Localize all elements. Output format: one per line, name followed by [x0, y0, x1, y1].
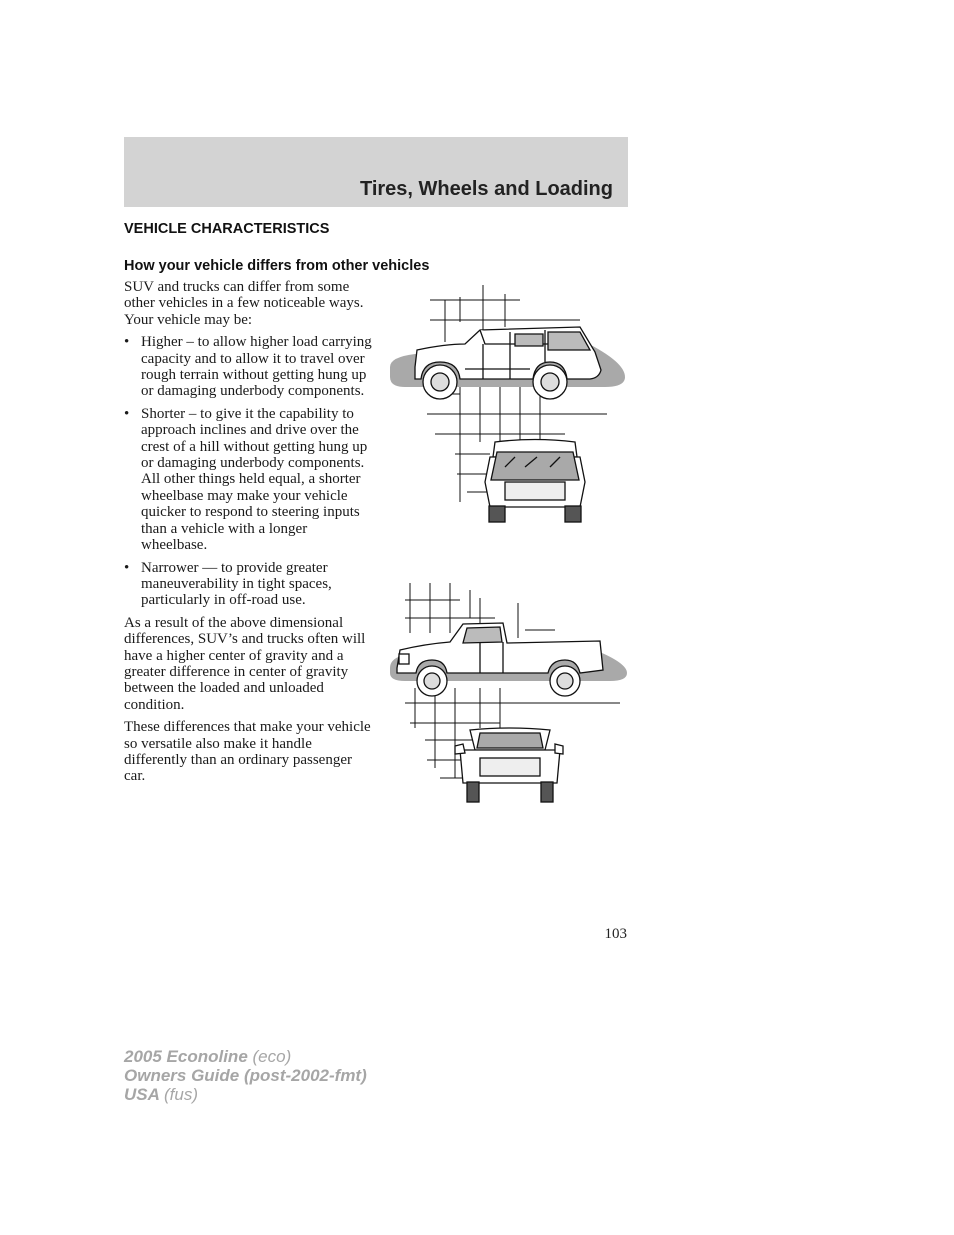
list-item-text: Higher – to allow higher load carrying capacity and to allow it to travel over rough terrain without getting hung up or damaging underbody components. — [141, 334, 372, 400]
section-heading: VEHICLE CHARACTERISTICS — [124, 221, 330, 237]
sub-heading: How your vehicle differs from other vehicles — [124, 258, 430, 274]
bullet-symbol: • — [124, 559, 130, 576]
footer-model-code: (eco) — [252, 1047, 292, 1066]
intro-paragraph: SUV and trucks can differ from some other vehicles in a few noticeable ways. Your vehicle may be: — [124, 279, 364, 328]
list-item — [124, 334, 377, 400]
chapter-title: Tires, Wheels and Loading — [359, 178, 613, 200]
header-bar — [124, 137, 628, 207]
footer-line-3 — [124, 1085, 367, 1104]
pickup-side-and-rear-grid-icon — [385, 578, 628, 808]
center-of-gravity-paragraph: As a result of the above dimensional differences, SUV’s and trucks often will have a higher center of gravity and a greater difference in center of gravity between the loaded and unloaded condition. — [124, 614, 366, 713]
footer-line-1 — [124, 1047, 367, 1066]
suv-side-and-rear-grid-icon — [385, 282, 628, 527]
truck-rear-view — [455, 728, 563, 802]
footer-model: 2005 Econoline — [124, 1047, 248, 1066]
truck-side-view — [397, 623, 603, 696]
page-number: 103 — [604, 926, 627, 942]
footer-market-code: (fus) — [164, 1085, 198, 1104]
list-item-text-wrap — [141, 406, 375, 554]
footer — [124, 1047, 367, 1104]
bullet-symbol: • — [124, 405, 130, 422]
footer-guide: Owners Guide (post-2002-fmt) — [124, 1066, 367, 1085]
list-item-text-full: Shorter – to give it the capability to approach inclines and drive over the crest of a hill without getting hung up or damaging underbody components. All other things held equal, a shorter wheelbase may make your vehicle quicker to respond to steering inputs than a vehicle with a longer wheelbase. — [141, 405, 368, 554]
list-item — [124, 560, 377, 609]
footer-line-2 — [124, 1066, 367, 1085]
list-item-text: Narrower — to provide greater maneuverability in tight spaces, particularly in off-road use. — [141, 559, 332, 609]
handling-paragraph: These differences that make your vehicle so versatile also make it handle differently than an ordinary passenger car. — [124, 719, 371, 785]
footer-market: USA — [124, 1085, 160, 1104]
list-item-text — [141, 405, 375, 554]
bullet-symbol: • — [124, 334, 130, 351]
suv-rear-view — [485, 440, 585, 523]
